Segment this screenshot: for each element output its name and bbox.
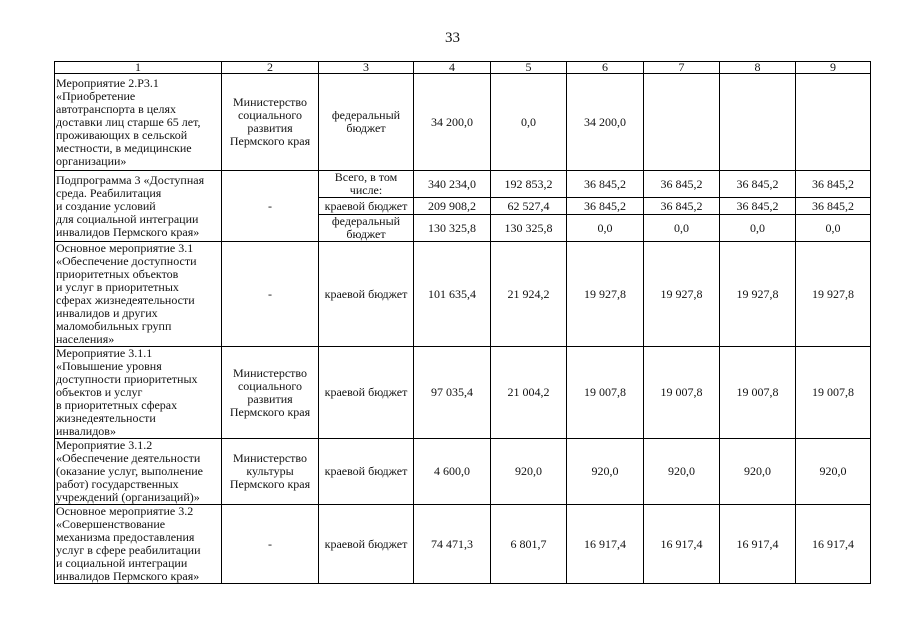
- funding-source: федеральный бюджет: [319, 74, 414, 171]
- amount-cell: 920,0: [796, 439, 871, 505]
- amount-cell: 0,0: [720, 215, 796, 242]
- activity-name: Подпрограмма 3 «Доступная среда. Реабилитация и создание условий для социальной интеграции инвалидов Пермского края»: [55, 171, 222, 242]
- amount-cell: 36 845,2: [567, 171, 644, 198]
- amount-cell: 19 927,8: [796, 242, 871, 347]
- amount-cell: 209 908,2: [414, 198, 491, 215]
- table-row: [55, 171, 871, 198]
- table-row: [55, 439, 871, 505]
- amount-cell: 16 917,4: [644, 505, 720, 584]
- amount-cell: 16 917,4: [720, 505, 796, 584]
- executor: -: [222, 171, 319, 242]
- amount-cell: 130 325,8: [491, 215, 567, 242]
- amount-cell: [796, 74, 871, 171]
- executor: -: [222, 242, 319, 347]
- activity-name: Мероприятие 2.Р3.1 «Приобретение автотранспорта в целях доставки лиц старше 65 лет, проживающих в сельской местности, в медицинские организации»: [55, 74, 222, 171]
- amount-cell: 74 471,3: [414, 505, 491, 584]
- amount-cell: 0,0: [796, 215, 871, 242]
- amount-cell: 36 845,2: [644, 198, 720, 215]
- funding-source: краевой бюджет: [319, 242, 414, 347]
- table-row: [55, 505, 871, 584]
- activity-name: Основное мероприятие 3.1 «Обеспечение доступности приоритетных объектов и услуг в приоритетных сферах жизнедеятельности инвалидов и других маломобильных групп населения»: [55, 242, 222, 347]
- table-row: [55, 74, 871, 171]
- amount-cell: 101 635,4: [414, 242, 491, 347]
- amount-cell: 16 917,4: [796, 505, 871, 584]
- amount-cell: 34 200,0: [567, 74, 644, 171]
- column-header: 9: [796, 62, 871, 74]
- column-header: 3: [319, 62, 414, 74]
- funding-source: краевой бюджет: [319, 439, 414, 505]
- funding-source: краевой бюджет: [319, 198, 414, 215]
- header-row: [55, 62, 871, 74]
- amount-cell: 36 845,2: [644, 171, 720, 198]
- amount-cell: 36 845,2: [796, 198, 871, 215]
- funding-source: федеральный бюджет: [319, 215, 414, 242]
- amount-cell: 0,0: [491, 74, 567, 171]
- amount-cell: 19 007,8: [796, 347, 871, 439]
- amount-cell: 97 035,4: [414, 347, 491, 439]
- executor: Министерство социального развития Пермского края: [222, 74, 319, 171]
- amount-cell: 36 845,2: [720, 171, 796, 198]
- funding-source: краевой бюджет: [319, 505, 414, 584]
- funding-source: краевой бюджет: [319, 347, 414, 439]
- amount-cell: 16 917,4: [567, 505, 644, 584]
- amount-cell: 130 325,8: [414, 215, 491, 242]
- activity-name: Мероприятие 3.1.1 «Повышение уровня доступности приоритетных объектов и услуг в приоритетных сферах жизнедеятельности инвалидов»: [55, 347, 222, 439]
- table-row: [55, 347, 871, 439]
- page-number: 33: [445, 30, 460, 46]
- amount-cell: [644, 74, 720, 171]
- executor: Министерство культуры Пермского края: [222, 439, 319, 505]
- column-header: 4: [414, 62, 491, 74]
- amount-cell: 19 007,8: [720, 347, 796, 439]
- column-header: 6: [567, 62, 644, 74]
- amount-cell: 19 927,8: [644, 242, 720, 347]
- amount-cell: 19 007,8: [567, 347, 644, 439]
- activity-name: Мероприятие 3.1.2 «Обеспечение деятельности (оказание услуг, выполнение работ) государственных учреждений (организаций)»: [55, 439, 222, 505]
- amount-cell: 6 801,7: [491, 505, 567, 584]
- funding-source: Всего, в том числе:: [319, 171, 414, 198]
- column-header: 5: [491, 62, 567, 74]
- column-header: 8: [720, 62, 796, 74]
- amount-cell: 34 200,0: [414, 74, 491, 171]
- executor: -: [222, 505, 319, 584]
- amount-cell: 192 853,2: [491, 171, 567, 198]
- amount-cell: [720, 74, 796, 171]
- amount-cell: 36 845,2: [796, 171, 871, 198]
- amount-cell: 36 845,2: [720, 198, 796, 215]
- amount-cell: 19 927,8: [720, 242, 796, 347]
- amount-cell: 340 234,0: [414, 171, 491, 198]
- amount-cell: 920,0: [567, 439, 644, 505]
- amount-cell: 19 007,8: [644, 347, 720, 439]
- amount-cell: 920,0: [644, 439, 720, 505]
- amount-cell: 0,0: [644, 215, 720, 242]
- amount-cell: 21 004,2: [491, 347, 567, 439]
- amount-cell: 36 845,2: [567, 198, 644, 215]
- budget-table: [54, 61, 871, 584]
- executor: Министерство социального развития Пермского края: [222, 347, 319, 439]
- amount-cell: 0,0: [567, 215, 644, 242]
- activity-name: Основное мероприятие 3.2 «Совершенствование механизма предоставления услуг в сфере реабилитации и социальной интеграции инвалидов Пермского края»: [55, 505, 222, 584]
- amount-cell: 920,0: [720, 439, 796, 505]
- amount-cell: 4 600,0: [414, 439, 491, 505]
- column-header: 2: [222, 62, 319, 74]
- amount-cell: 920,0: [491, 439, 567, 505]
- table-row: [55, 242, 871, 347]
- amount-cell: 19 927,8: [567, 242, 644, 347]
- column-header: 7: [644, 62, 720, 74]
- amount-cell: 21 924,2: [491, 242, 567, 347]
- column-header: 1: [55, 62, 222, 74]
- amount-cell: 62 527,4: [491, 198, 567, 215]
